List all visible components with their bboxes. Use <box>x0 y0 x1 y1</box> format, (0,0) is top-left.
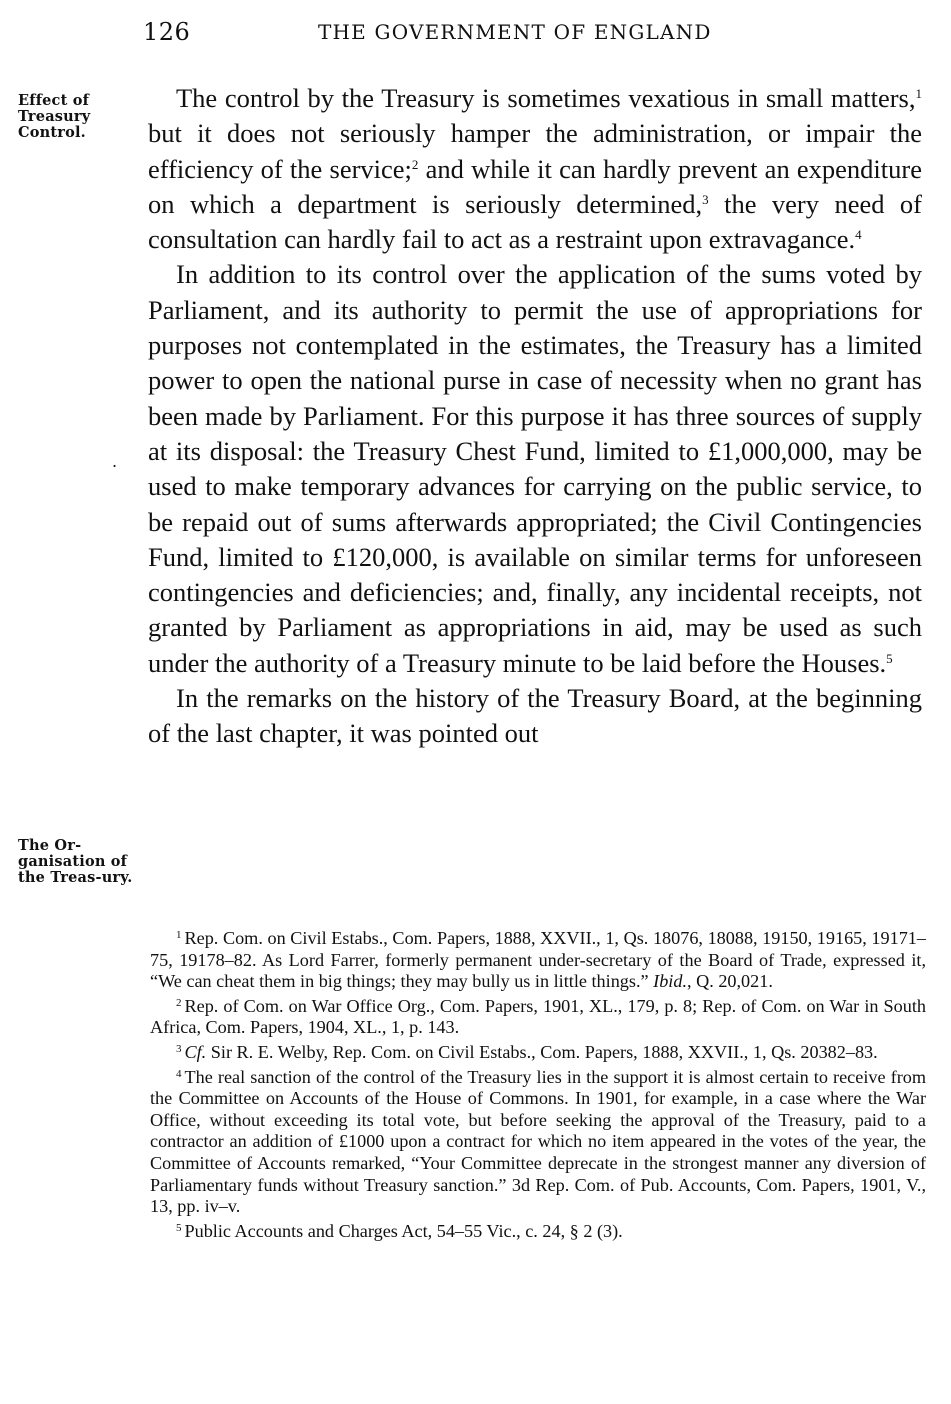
footnote-5-mark: 5 <box>176 1221 182 1234</box>
footnote-4 <box>150 1064 926 1218</box>
margin-note-organisation-of-treasury: The Or-ganisation of the Treas-ury. <box>18 837 133 886</box>
footnote-2-mark: 2 <box>176 996 182 1009</box>
footnote-ref-5: 5 <box>886 650 893 666</box>
p1-text-a: The control by the Treasury is sometimes vexatious in small matters, <box>176 83 916 113</box>
footnote-1-text-end: , Q. 20,021. <box>687 971 773 992</box>
paragraph-treasury-control-effect <box>148 81 922 257</box>
p1-text-b: but it does not seriously hamper the administration, or impair the efficiency of the service; <box>148 118 922 184</box>
footnote-4-mark: 4 <box>176 1067 182 1080</box>
body-text <box>148 81 922 752</box>
margin-note-effect-of-treasury-control: Effect of Treasury Control. <box>18 92 91 141</box>
footnote-ref-1: 1 <box>915 86 922 101</box>
paragraph-supply-sources <box>148 257 922 681</box>
footnote-1-ibid: Ibid. <box>653 971 687 992</box>
footnote-ref-2: 2 <box>411 156 419 172</box>
footnote-2-text: Rep. of Com. on War Office Org., Com. Papers, 1901, XL., 179, p. 8; Rep. of Com. on War in South Africa, Com. Papers, 1904, XL., 1, p. 143. <box>150 995 926 1038</box>
footnote-3 <box>150 1039 926 1064</box>
footnote-4-text: The real sanction of the control of the Treasury lies in the support it is almost certain to receive from the Committee on Accounts of the House of Commons. In 1901, for example, in a case where the War Office, without exceeding its total vote, but before seeking the approval of the Treasury, paid to a contractor an addition of £1000 upon a contract for which no item appeared in the votes of the year, the Committee of Accounts remarked, “Your Committee deprecate in the strongest manner any diversion of Parliamentary funds without Treasury sanction.” 3d Rep. Com. of Pub. Accounts, Com. Papers, 1901, V., 13, pp. iv–v. <box>150 1066 926 1217</box>
footnote-5-text: Public Accounts and Charges Act, 54–55 Vic., c. 24, § 2 (3). <box>184 1220 623 1241</box>
footnote-2 <box>150 993 926 1039</box>
p1-text-c: and while it can hardly prevent an expenditure on which a department is seriously determined, <box>148 153 922 219</box>
footnote-ref-4: 4 <box>855 227 862 243</box>
footnote-1 <box>150 925 926 993</box>
footnote-3-cf: Cf. <box>184 1041 207 1062</box>
footnote-ref-3: 3 <box>702 191 709 207</box>
page-header <box>0 16 951 52</box>
footnote-3-mark: 3 <box>176 1042 182 1055</box>
paragraph-treasury-board: In the remarks on the history of the Treasury Board, at the beginning of the last chapter, it was pointed out <box>148 683 922 749</box>
footnote-1-mark: 1 <box>176 929 182 941</box>
p1-text-d: the very need of consultation can hardly fail to act as a restraint upon extravagance. <box>148 188 922 255</box>
footnotes <box>150 925 926 1242</box>
running-title: THE GOVERNMENT OF ENGLAND <box>318 20 712 44</box>
footnote-1-text: Rep. Com. on Civil Estabs., Com. Papers, 1888, XXVII., 1, Qs. 18076, 18088, 19150, 19165, 19171–75, 19178–82. As Lord Farrer, formerly permanent under-secretary of the Board of Trade, expressed it, “We can cheat them in big things; they may bully us in little things.” <box>150 928 926 992</box>
stray-printer-mark: . <box>112 452 118 471</box>
footnote-5 <box>150 1218 926 1243</box>
page-number: 126 <box>143 18 191 46</box>
footnote-3-text: Sir R. E. Welby, Rep. Com. on Civil Estabs., Com. Papers, 1888, XXVII., 1, Qs. 20382–83. <box>206 1041 878 1062</box>
p2-text: In addition to its control over the application of the sums voted by Parliament, and its authority to permit the use of appropriations for purposes not contemplated in the estimates, the Treasury has a limited power to open the national purse in case of necessity when no grant has been made by Parliament. For this purpose it has three sources of supply at its disposal: the Treasury Chest Fund, limited to £1,000,000, may be used to make temporary advances for carrying on the public service, to be repaid out of sums afterwards appropriated; the Civil Contingencies Fund, limited to £120,000, is available on similar terms for unforeseen contingencies and deficiencies; and, finally, any incidental receipts, not granted by Parliament as appropriations in aid, may be used as such under the authority of a Treasury minute to be laid before the Houses. <box>148 259 922 678</box>
